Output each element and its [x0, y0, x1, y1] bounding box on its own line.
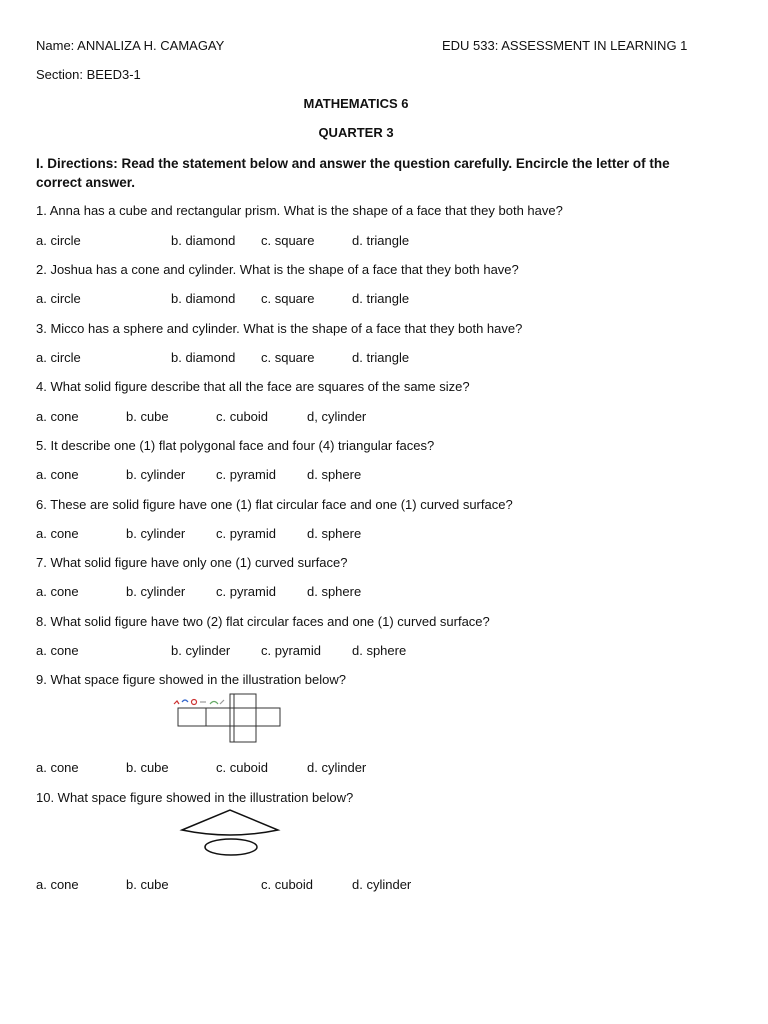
choice-1c[interactable]: c. square: [261, 233, 315, 248]
choice-4b[interactable]: b. cube: [126, 409, 169, 424]
cuboid-net-illustration: [170, 692, 286, 748]
choice-2c[interactable]: c. square: [261, 291, 315, 306]
choice-6b[interactable]: b. cylinder: [126, 526, 186, 541]
choice-5c[interactable]: c. pyramid: [216, 467, 276, 482]
choice-3a[interactable]: a. circle: [36, 350, 81, 365]
choice-2b[interactable]: b. diamond: [171, 291, 236, 306]
choice-8a[interactable]: a. cone: [36, 643, 79, 658]
choice-6d[interactable]: d. sphere: [307, 526, 362, 541]
choice-2a[interactable]: a. circle: [36, 291, 81, 306]
choice-10c[interactable]: c. cuboid: [261, 877, 314, 892]
question-4: 4. What solid figure describe that all the face are squares of the same size?: [36, 379, 470, 394]
question-10: 10. What space figure showed in the illustration below?: [36, 790, 354, 805]
choice-10b[interactable]: b. cube: [126, 877, 169, 892]
choice-7b[interactable]: b. cylinder: [126, 584, 186, 599]
choice-10d[interactable]: d. cylinder: [352, 877, 412, 892]
directions: I. Directions: Read the statement below and answer the question carefully. Encircle the letter of the correct answer.: [36, 156, 670, 190]
choice-3c[interactable]: c. square: [261, 350, 315, 365]
section-label: Section: BEED3-1: [36, 67, 141, 82]
quarter-title: QUARTER 3: [318, 125, 394, 140]
question-5: 5. It describe one (1) flat polygonal face and four (4) triangular faces?: [36, 438, 435, 453]
choice-4a[interactable]: a. cone: [36, 409, 79, 424]
choice-4d[interactable]: d, cylinder: [307, 409, 367, 424]
question-2: 2. Joshua has a cone and cylinder. What is the shape of a face that they both have?: [36, 262, 519, 277]
choice-3d[interactable]: d. triangle: [352, 350, 410, 365]
choice-9d[interactable]: d. cylinder: [307, 760, 367, 775]
subject-title: MATHEMATICS 6: [303, 96, 409, 111]
choice-9b[interactable]: b. cube: [126, 760, 169, 775]
choice-2d[interactable]: d. triangle: [352, 291, 410, 306]
choice-3b[interactable]: b. diamond: [171, 350, 236, 365]
choice-1d[interactable]: d. triangle: [352, 233, 410, 248]
question-8: 8. What solid figure have two (2) flat circular faces and one (1) curved surface?: [36, 614, 490, 629]
choice-7d[interactable]: d. sphere: [307, 584, 362, 599]
question-1: 1. Anna has a cube and rectangular prism. What is the shape of a face that they both have?: [36, 203, 563, 218]
choice-4c[interactable]: c. cuboid: [216, 409, 269, 424]
choice-9c[interactable]: c. cuboid: [216, 760, 269, 775]
choice-1b[interactable]: b. diamond: [171, 233, 236, 248]
cone-net-illustration: [176, 806, 286, 860]
choice-6c[interactable]: c. pyramid: [216, 526, 276, 541]
student-name: Name: ANNALIZA H. CAMAGAY: [36, 38, 225, 53]
choice-8d[interactable]: d. sphere: [352, 643, 407, 658]
choice-9a[interactable]: a. cone: [36, 760, 79, 775]
question-3: 3. Micco has a sphere and cylinder. What is the shape of a face that they both have?: [36, 321, 523, 336]
choice-7a[interactable]: a. cone: [36, 584, 79, 599]
choice-5a[interactable]: a. cone: [36, 467, 79, 482]
choice-8b[interactable]: b. cylinder: [171, 643, 231, 658]
choice-7c[interactable]: c. pyramid: [216, 584, 276, 599]
choice-6a[interactable]: a. cone: [36, 526, 79, 541]
question-7: 7. What solid figure have only one (1) curved surface?: [36, 555, 348, 570]
choice-1a[interactable]: a. circle: [36, 233, 81, 248]
choice-10a[interactable]: a. cone: [36, 877, 79, 892]
choice-5b[interactable]: b. cylinder: [126, 467, 186, 482]
choice-8c[interactable]: c. pyramid: [261, 643, 321, 658]
question-9: 9. What space figure showed in the illustration below?: [36, 672, 347, 687]
choice-5d[interactable]: d. sphere: [307, 467, 362, 482]
course-code: EDU 533: ASSESSMENT IN LEARNING 1: [442, 38, 688, 53]
question-6: 6. These are solid figure have one (1) flat circular face and one (1) curved surface?: [36, 497, 513, 512]
